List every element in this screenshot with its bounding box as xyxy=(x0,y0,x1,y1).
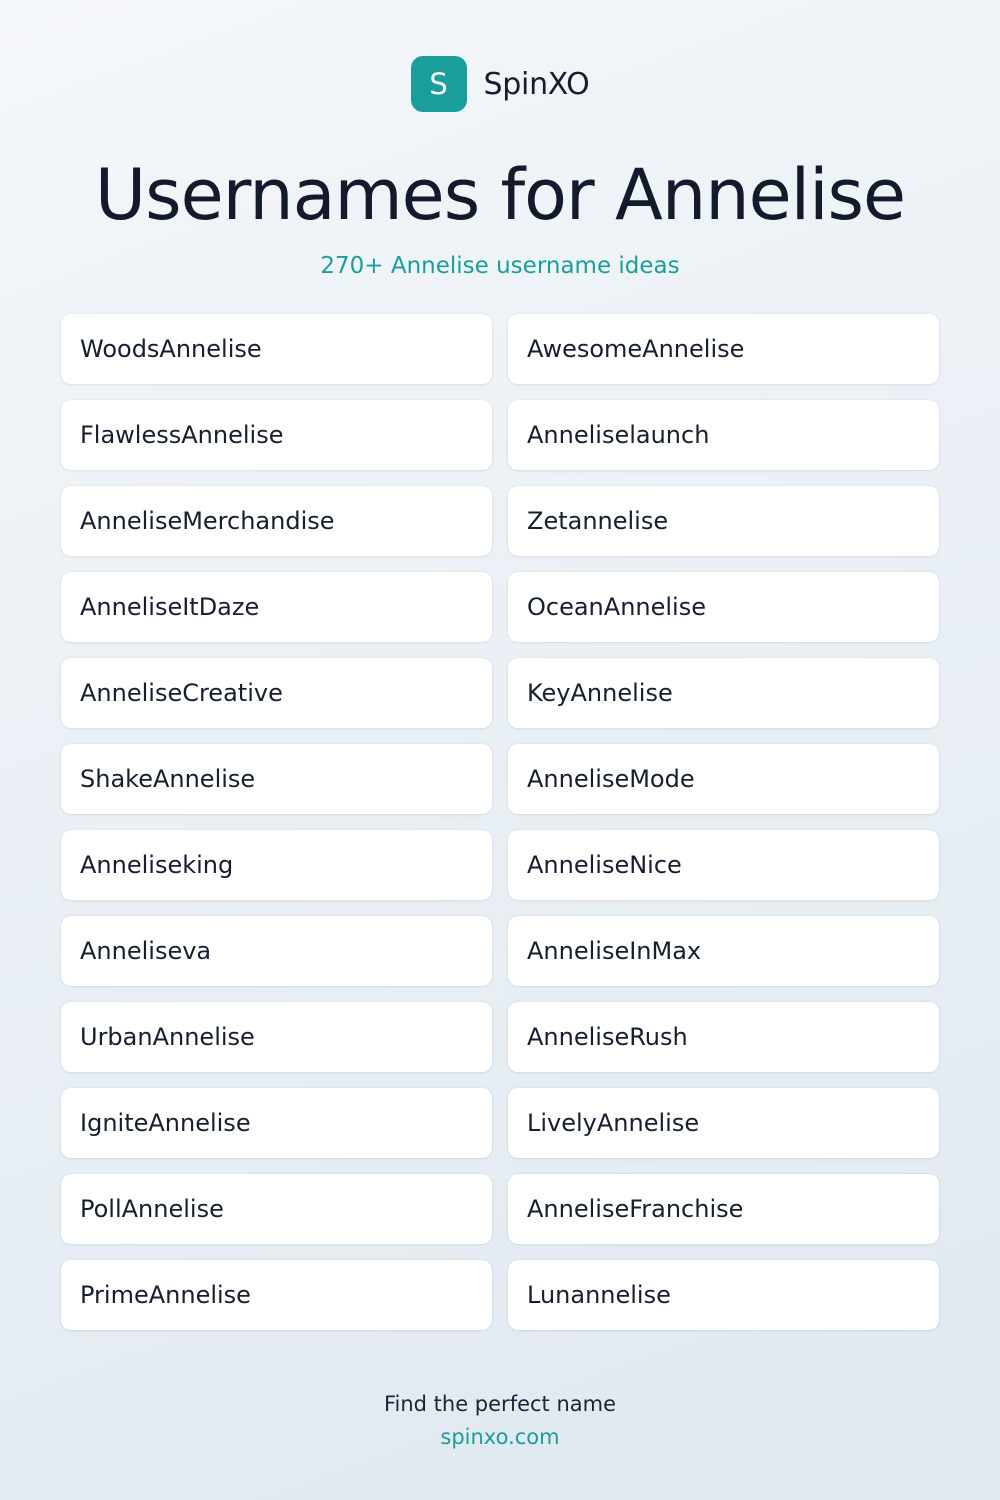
username-card[interactable]: AnneliseInMax xyxy=(508,916,939,986)
brand-logo-icon: S xyxy=(411,56,467,112)
username-card[interactable]: ShakeAnnelise xyxy=(61,744,492,814)
username-card[interactable]: UrbanAnnelise xyxy=(61,1002,492,1072)
username-card[interactable]: AnneliseNice xyxy=(508,830,939,900)
username-card[interactable]: AnneliseMerchandise xyxy=(61,486,492,556)
username-card[interactable]: KeyAnnelise xyxy=(508,658,939,728)
username-card[interactable]: Anneliseking xyxy=(61,830,492,900)
username-card[interactable]: Lunannelise xyxy=(508,1260,939,1330)
username-card[interactable]: AnneliseRush xyxy=(508,1002,939,1072)
footer-link[interactable]: spinxo.com xyxy=(440,1425,560,1449)
brand-name: SpinXO xyxy=(483,66,590,102)
username-card[interactable]: Anneliseva xyxy=(61,916,492,986)
page-title: Usernames for Annelise xyxy=(94,154,906,236)
brand-header xyxy=(0,56,1000,112)
username-card[interactable]: OceanAnnelise xyxy=(508,572,939,642)
username-card[interactable]: AnneliseFranchise xyxy=(508,1174,939,1244)
page-subtitle: 270+ Annelise username ideas xyxy=(320,253,680,279)
username-card[interactable]: IgniteAnnelise xyxy=(61,1088,492,1158)
username-card[interactable]: WoodsAnnelise xyxy=(61,314,492,384)
username-card[interactable]: PollAnnelise xyxy=(61,1174,492,1244)
footer-tagline: Find the perfect name xyxy=(383,1392,617,1416)
username-card[interactable]: Anneliselaunch xyxy=(508,400,939,470)
username-grid xyxy=(61,314,939,1330)
username-card[interactable]: AnneliseCreative xyxy=(61,658,492,728)
username-card[interactable]: AnneliseMode xyxy=(508,744,939,814)
username-card[interactable]: Zetannelise xyxy=(508,486,939,556)
username-card[interactable]: LivelyAnnelise xyxy=(508,1088,939,1158)
username-card[interactable]: AwesomeAnnelise xyxy=(508,314,939,384)
username-card[interactable]: PrimeAnnelise xyxy=(61,1260,492,1330)
username-card[interactable]: AnneliseItDaze xyxy=(61,572,492,642)
username-card[interactable]: FlawlessAnnelise xyxy=(61,400,492,470)
